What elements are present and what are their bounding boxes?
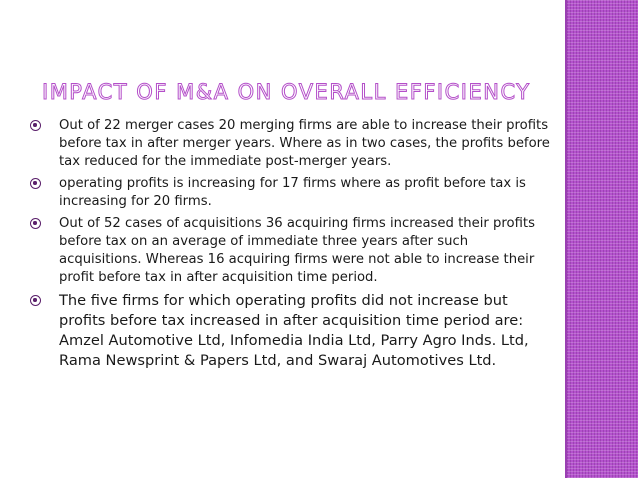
circle-bullet-icon [30,120,41,131]
circle-bullet-icon [30,295,41,306]
bullet-item [30,175,550,211]
bullet-text: Out of 22 merger cases 20 merging firms are able to increase their profits before tax in after merger years. Where as in two cases, the profits before tax reduced for the immediate post-merger years. [59,118,550,169]
circle-bullet-icon [30,218,41,229]
bullet-text: operating profits is increasing for 17 firms where as profit before tax is increasing for 20 firms. [59,176,526,209]
bullet-item [30,215,550,287]
bullet-list [30,117,550,375]
bullet-item [30,117,550,171]
bullet-text: The five firms for which operating profits did not increase but profits before tax increased in after acquisition time period are: Amzel Automotive Ltd, Infomedia India Ltd, Parry Agro Inds. Ltd, Rama Newsprint & Papers Ltd, and Swaraj Automotives Ltd. [59,292,529,369]
decorative-side-band [567,0,638,478]
bullet-text: Out of 52 cases of acquisitions 36 acquiring firms increased their profits before tax on an average of immediate three years after such acquisitions. Whereas 16 acquiring firms were not able to increase their profit before tax in after acquisition time period. [59,216,535,285]
slide-title: IMPACT OF M&A ON OVERALL EFFICIENCY [42,80,531,104]
bullet-item [30,291,550,371]
circle-bullet-icon [30,178,41,189]
